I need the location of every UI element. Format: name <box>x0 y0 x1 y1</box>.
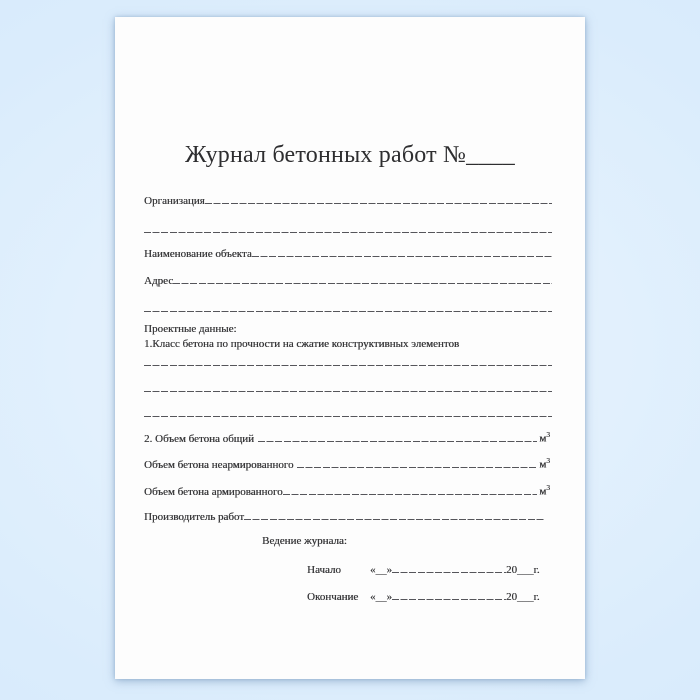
blank-line <box>252 246 552 257</box>
field-label: Начало <box>307 564 341 576</box>
field-label: Адрес <box>144 275 174 287</box>
journal-finish-row <box>307 589 540 603</box>
blank-line-row-1 <box>144 222 552 236</box>
field-address <box>144 273 552 287</box>
unit-m3 <box>539 483 550 498</box>
day-month-blank: «__» <box>370 564 392 576</box>
blank-line-row-3 <box>144 355 552 369</box>
unit-exponent: 3 <box>546 456 550 465</box>
blank-line <box>392 589 506 600</box>
blank-line <box>144 355 552 366</box>
blank-line <box>283 484 538 495</box>
blank-line-row-5 <box>144 406 552 420</box>
blank-line <box>144 222 552 233</box>
unit-m3 <box>539 456 550 471</box>
heading-label: Проектные данные: <box>144 323 237 335</box>
title-text: Журнал бетонных работ № <box>185 142 467 168</box>
heading-label: Ведение журнала: <box>262 535 347 547</box>
blank-line <box>144 301 552 312</box>
concrete-class-text <box>144 338 564 352</box>
field-volume-reinforced <box>144 483 550 497</box>
unit-exponent: 3 <box>546 430 550 439</box>
field-label: Наименование объекта <box>144 248 252 260</box>
journal-keeping-heading <box>262 535 347 549</box>
year-suffix: г. <box>533 564 540 576</box>
blank-line-row-2 <box>144 301 552 315</box>
blank-line <box>173 273 552 284</box>
field-label: 2. Объем бетона общий <box>144 432 254 445</box>
field-volume-total <box>144 430 550 444</box>
unit-m3 <box>539 430 550 445</box>
blank-line <box>258 431 537 442</box>
blank-line <box>244 509 545 520</box>
year-blank: ___ <box>517 564 534 576</box>
field-label: Производитель работ <box>144 511 245 523</box>
field-volume-unreinforced <box>144 456 550 470</box>
field-foreman <box>144 509 545 523</box>
field-organization <box>144 193 552 207</box>
blank-line <box>144 406 552 417</box>
document-page <box>115 17 585 679</box>
day-month-blank: «__» <box>370 591 392 603</box>
blank-line <box>205 193 552 204</box>
blank-line <box>144 381 552 392</box>
field-label: Окончание <box>307 591 359 603</box>
unit-letter: м <box>539 485 547 498</box>
field-object-name <box>144 246 552 260</box>
year-blank: ___ <box>517 591 534 603</box>
project-data-heading <box>144 323 564 337</box>
field-label: Объем бетона армированного <box>144 485 283 498</box>
unit-letter: м <box>539 432 547 445</box>
journal-start-row <box>307 562 540 576</box>
year-prefix: 20 <box>506 564 517 576</box>
year-suffix: г. <box>533 591 540 603</box>
document-title <box>115 142 585 169</box>
year-prefix: 20 <box>506 591 517 603</box>
field-label: 1.Класс бетона по прочности на сжатие конструктивных элементов <box>144 338 460 350</box>
blank-line <box>392 562 506 573</box>
unit-letter: м <box>539 458 547 471</box>
field-label: Объем бетона неармированного <box>144 458 294 471</box>
field-label: Организация <box>144 195 205 207</box>
title-number-blank: ____ <box>466 142 515 168</box>
blank-line <box>297 457 537 468</box>
unit-exponent: 3 <box>546 483 550 492</box>
blank-line-row-4 <box>144 381 552 395</box>
